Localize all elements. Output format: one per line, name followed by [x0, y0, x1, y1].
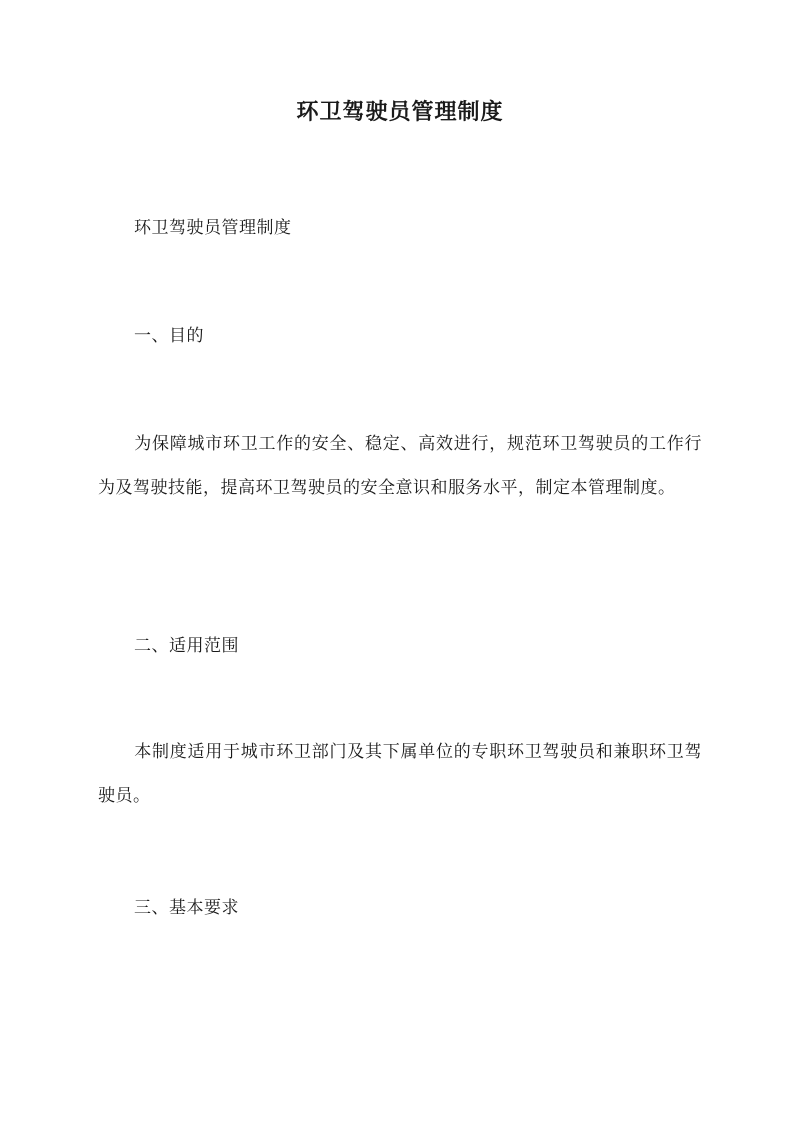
section-body-text: 本制度适用于城市环卫部门及其下属单位的专职环卫驾驶员和兼职环卫驾驶员。 [98, 742, 702, 806]
document-subtitle [98, 206, 702, 250]
section-heading-text: 三、基本要求 [134, 898, 239, 918]
document-title: 环卫驾驶员管理制度 [296, 99, 504, 125]
section-body-purpose [98, 422, 702, 510]
section-heading-text: 二、适用范围 [134, 636, 239, 656]
subtitle-text: 环卫驾驶员管理制度 [134, 218, 292, 238]
section-heading-requirements [98, 886, 702, 930]
section-heading-text: 一、目的 [134, 326, 204, 346]
section-body-text: 为保障城市环卫工作的安全、稳定、高效进行，规范环卫驾驶员的工作行为及驾驶技能，提高环卫驾驶员的安全意识和服务水平，制定本管理制度。 [98, 434, 702, 498]
section-heading-purpose [98, 314, 702, 358]
section-body-scope [98, 730, 702, 818]
section-heading-scope [98, 624, 702, 668]
